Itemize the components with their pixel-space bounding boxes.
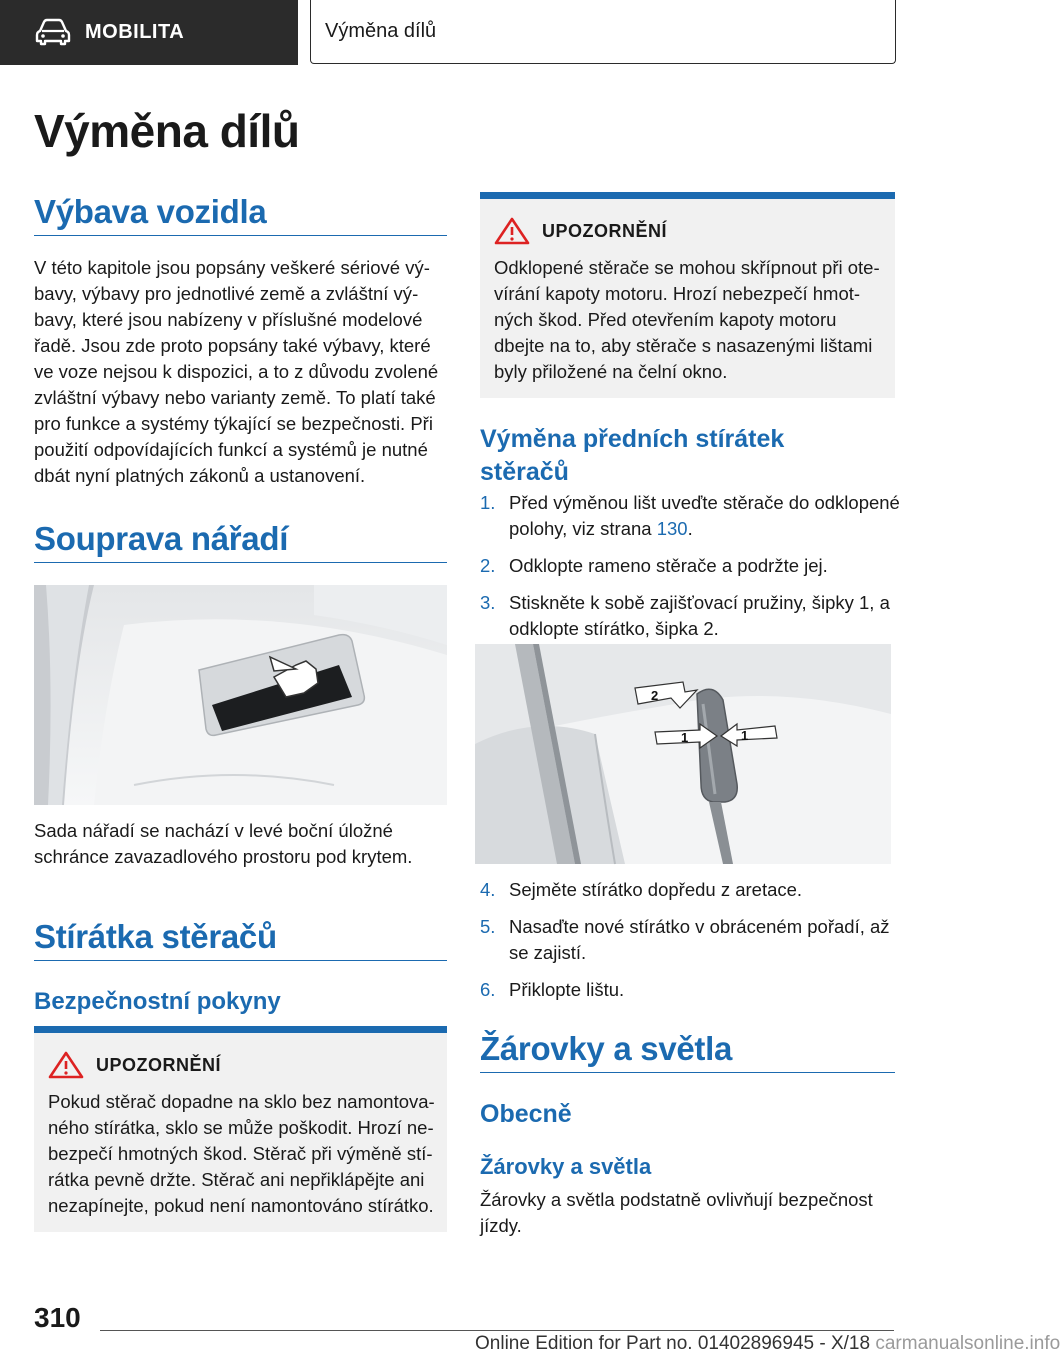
step-text: Před výměnou lišt uveďte stěrače do odklopené polohy, viz strana — [509, 492, 900, 539]
step-number: 1. — [480, 492, 496, 513]
page-number: 310 — [34, 1302, 81, 1333]
warning-text: Odklopené stěrače se mohou skřípnout při otevírání kapoty motoru. Hrozí nebezpečí hmotných škod. Před otevřením kapoty motoru dbejte na to, aby stěrače s nasazenými lištami byly přiložené na čelní okno. — [494, 257, 880, 382]
footer-edition — [475, 1333, 1060, 1355]
step-number: 3. — [480, 592, 496, 613]
step-text: Sejměte stírátko dopředu z aretace. — [509, 879, 803, 900]
vybava-text: V této kapitole jsou popsány veškeré sériové výbavy, výbavy pro jednotlivé země a zvláštní výbavy, které jsou nabízeny v příslušné modelové řadě. Jsou zde proto popsány také výbavy, které ve voze nejsou k dispozici, a to z důvodu zvolené zvláštní výbavy nebo varianty země. To platí také pro funkce a systémy týkající se bezpečnosti. Při použití odpovídajících funkcí a systémů je nutné dbát nyní platných zákonů a ustanovení. — [34, 257, 439, 486]
warning-icon — [494, 217, 530, 245]
step-number: 4. — [480, 879, 496, 900]
figure-label: 2 — [651, 688, 659, 703]
warning-text: Pokud stěrač dopadne na sklo bez namontovaného stírátka, sklo se může poškodit. Hrozí nebezpečí hmotných škod. Stěrač při výměně stírátka pevně držte. Stěrač ani nepřiklápějte ani nezapínejte, pokud není namontováno stírátko. — [48, 1091, 435, 1216]
chapter-tab — [310, 0, 896, 64]
figure-label: 1 — [741, 728, 749, 743]
steps-list — [480, 490, 900, 653]
step-text: Přiklopte lištu. — [509, 979, 625, 1000]
divider — [34, 235, 447, 236]
step-text: Stiskněte k sobě zajišťovací pružiny, šipky 1, a odklopte stírátko, šipka 2. — [509, 592, 890, 639]
watermark: carmanualsonline.info — [875, 1333, 1060, 1354]
page-link[interactable]: 130 — [656, 518, 688, 539]
chapter-label: Výměna dílů — [325, 20, 437, 42]
figure-label: 1 — [681, 730, 689, 745]
step-number: 2. — [480, 555, 496, 576]
step-number: 6. — [480, 979, 496, 1000]
list-item — [480, 490, 900, 542]
heading-vymena-predni: Výměna předních stírátek stěračů — [480, 425, 785, 486]
step-number: 5. — [480, 916, 496, 937]
warning-box — [480, 192, 895, 398]
steps-list — [480, 877, 900, 1014]
section-label: MOBILITA — [85, 21, 185, 43]
heading-stiratka: Stírátka stěračů — [34, 918, 277, 955]
section-tab — [0, 0, 298, 65]
page-title: Výměna dílů — [34, 105, 300, 157]
list-item — [480, 553, 900, 579]
heading-zarovky-sub: Žárovky a světla — [480, 1154, 652, 1179]
toolkit-image — [34, 585, 447, 805]
heading-bezpecnost: Bezpečnostní pokyny — [34, 988, 281, 1015]
heading-souprava: Souprava nářadí — [34, 520, 289, 557]
list-item — [480, 977, 900, 1003]
list-item — [480, 877, 900, 903]
wiper-image — [475, 644, 891, 864]
list-item — [480, 590, 900, 642]
toolkit-caption: Sada nářadí se nachází v levé boční úložné schránce zavazadlového prostoru pod krytem. — [34, 820, 413, 867]
edition-text: Online Edition for Part no. 01402896945 - X/18 — [475, 1333, 871, 1354]
warning-icon — [48, 1051, 84, 1079]
step-text: Odklopte rameno stěrače a podržte jej. — [509, 555, 828, 576]
heading-zarovky: Žárovky a světla — [480, 1030, 733, 1067]
footer-divider — [100, 1330, 894, 1331]
list-item — [480, 914, 900, 966]
step-text-end: . — [687, 518, 693, 539]
heading-obecne: Obecně — [480, 1100, 572, 1128]
divider — [480, 1072, 895, 1073]
warning-title: UPOZORNĚNÍ — [542, 221, 668, 241]
zarovky-text: Žárovky a světla podstatně ovlivňují bezpečnost jízdy. — [480, 1189, 873, 1236]
divider — [34, 562, 447, 563]
warning-title: UPOZORNĚNÍ — [96, 1055, 222, 1075]
warning-box — [34, 1026, 447, 1232]
car-icon — [36, 18, 70, 46]
step-text: Nasaďte nové stírátko v obráceném pořadí, až se zajistí. — [509, 916, 890, 963]
divider — [34, 960, 447, 961]
heading-vybava: Výbava vozidla — [34, 193, 267, 230]
